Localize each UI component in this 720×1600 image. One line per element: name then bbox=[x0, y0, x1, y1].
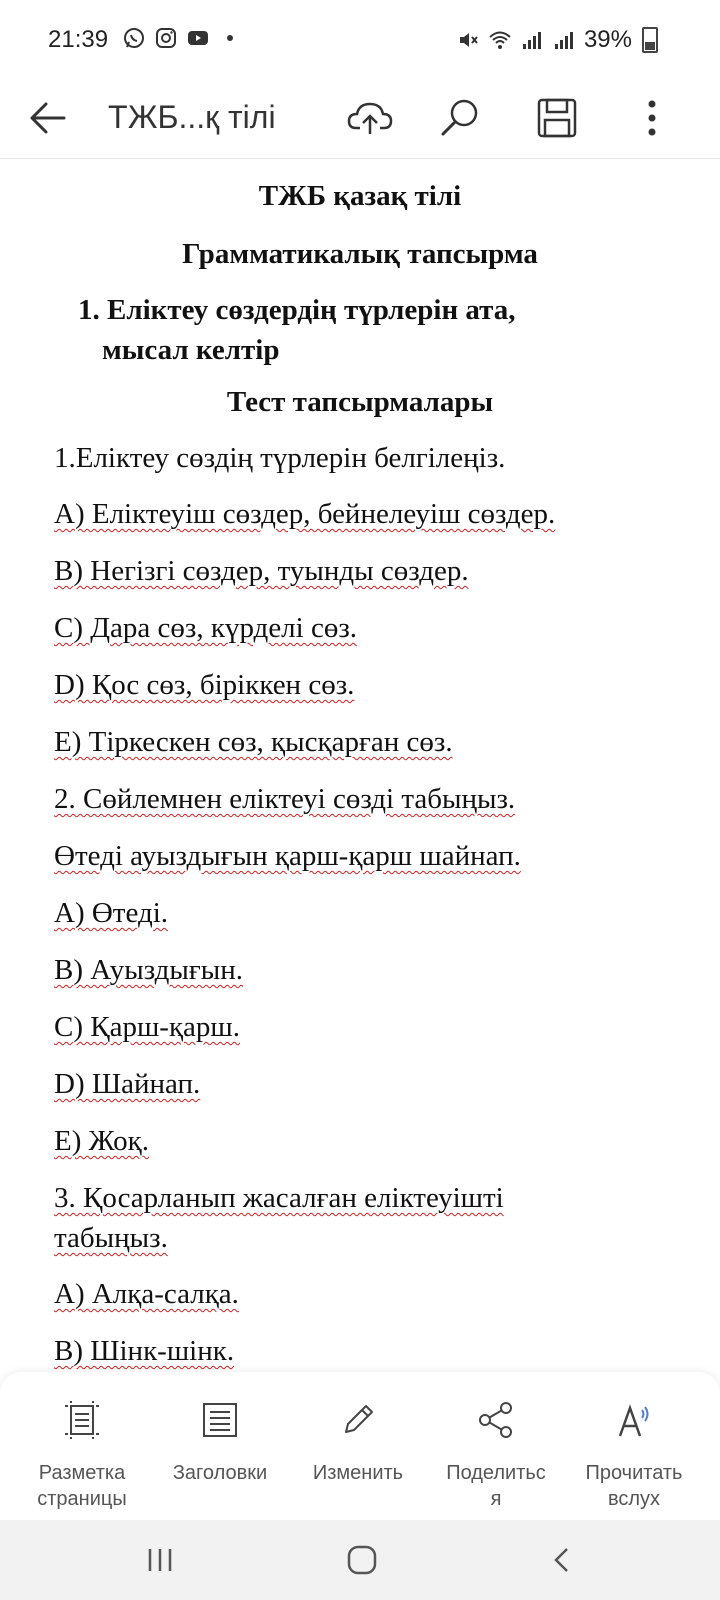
share-button[interactable] bbox=[428, 1372, 564, 1520]
q2-question: 2. Сөйлемнен еліктеуі сөзді табыңыз. bbox=[54, 783, 516, 815]
battery-icon bbox=[642, 27, 658, 53]
pencil-icon bbox=[338, 1400, 378, 1440]
dot-icon bbox=[218, 26, 242, 50]
doc-subtitle: Грамматикалық тапсырма bbox=[182, 238, 538, 270]
page-layout-icon bbox=[62, 1400, 102, 1440]
more-vert-icon[interactable] bbox=[622, 88, 682, 148]
headings-label: Заголовки bbox=[172, 1462, 268, 1484]
headings-icon bbox=[200, 1400, 240, 1440]
doc-title: ТЖБ қазақ тілі bbox=[258, 180, 462, 212]
share-icon bbox=[476, 1400, 516, 1440]
q1-option-c: С) Дара сөз, күрделі сөз. bbox=[54, 612, 358, 644]
headings-button[interactable] bbox=[152, 1372, 288, 1520]
search-icon[interactable] bbox=[430, 88, 490, 148]
q2-sentence: Өтеді ауыздығын қарш-қарш шайнап. bbox=[54, 840, 521, 872]
wifi-icon bbox=[488, 28, 512, 52]
q1-option-a: А) Еліктеуіш сөздер, бейнелеуіш сөздер. bbox=[54, 498, 556, 530]
q2-option-e: Е) Жоқ. bbox=[54, 1125, 149, 1157]
test-heading: Тест тапсырмалары bbox=[226, 386, 494, 418]
page-layout-label-1: Разметка bbox=[38, 1462, 126, 1484]
share-label-1: Поделитьс bbox=[446, 1462, 546, 1484]
edit-button[interactable] bbox=[290, 1372, 426, 1520]
status-bar bbox=[0, 0, 720, 80]
read-aloud-icon bbox=[614, 1400, 654, 1440]
q2-option-a: А) Өтеді. bbox=[54, 897, 169, 929]
page-layout-button[interactable] bbox=[14, 1372, 150, 1520]
system-nav-bar bbox=[0, 1520, 720, 1600]
page-layout-label-2: страницы bbox=[37, 1488, 127, 1510]
share-label-2: я bbox=[490, 1488, 502, 1510]
mute-icon bbox=[456, 28, 480, 52]
q2-option-d: D) Шайнап. bbox=[54, 1068, 201, 1100]
q3-question-line-1: 3. Қосарланып жасалған еліктеуішті bbox=[54, 1182, 504, 1214]
task-1-line-2: мысал келтір bbox=[102, 334, 280, 366]
back-arrow-icon[interactable] bbox=[18, 88, 78, 148]
app-bar bbox=[0, 80, 720, 159]
q3-option-a: А) Алқа-салқа. bbox=[54, 1278, 239, 1310]
youtube-icon bbox=[186, 26, 210, 50]
instagram-icon bbox=[154, 26, 178, 50]
status-time: 21:39 bbox=[48, 26, 109, 53]
save-icon[interactable] bbox=[527, 88, 587, 148]
q2-option-c: С) Қарш-қарш. bbox=[54, 1011, 240, 1043]
home-icon[interactable] bbox=[322, 1530, 402, 1590]
signal-icon bbox=[520, 28, 544, 52]
q3-option-b: В) Шінк-шінк. bbox=[54, 1335, 235, 1367]
q1-option-e: Е) Тіркескен сөз, қысқарған сөз. bbox=[54, 726, 453, 758]
q1-option-b: В) Негізгі сөздер, туынды сөздер. bbox=[54, 555, 469, 587]
document-body[interactable] bbox=[0, 160, 720, 1370]
document-title: ТЖБ...қ тілі bbox=[108, 99, 276, 135]
read-aloud-label-2: вслух bbox=[607, 1488, 661, 1510]
q3-question-line-2: табыңыз. bbox=[54, 1222, 168, 1254]
recents-icon[interactable] bbox=[120, 1530, 200, 1590]
battery-percent: 39% bbox=[583, 26, 632, 53]
read-aloud-button[interactable] bbox=[566, 1372, 702, 1520]
read-aloud-label-1: Прочитать bbox=[585, 1462, 683, 1484]
cloud-upload-icon[interactable] bbox=[340, 88, 400, 148]
q1-option-d: D) Қос сөз, біріккен сөз. bbox=[54, 669, 355, 701]
q2-option-b: В) Ауыздығын. bbox=[54, 954, 244, 986]
bottom-toolbar bbox=[0, 1372, 720, 1520]
whatsapp-icon bbox=[122, 26, 146, 50]
back-icon[interactable] bbox=[522, 1530, 602, 1590]
signal-icon bbox=[552, 28, 576, 52]
task-1-line-1: 1. Еліктеу сөздердің түрлерін ата, bbox=[78, 294, 516, 326]
edit-label: Изменить bbox=[312, 1462, 404, 1484]
q1-question: 1.Еліктеу сөздің түрлерін белгілеңіз. bbox=[54, 442, 506, 474]
